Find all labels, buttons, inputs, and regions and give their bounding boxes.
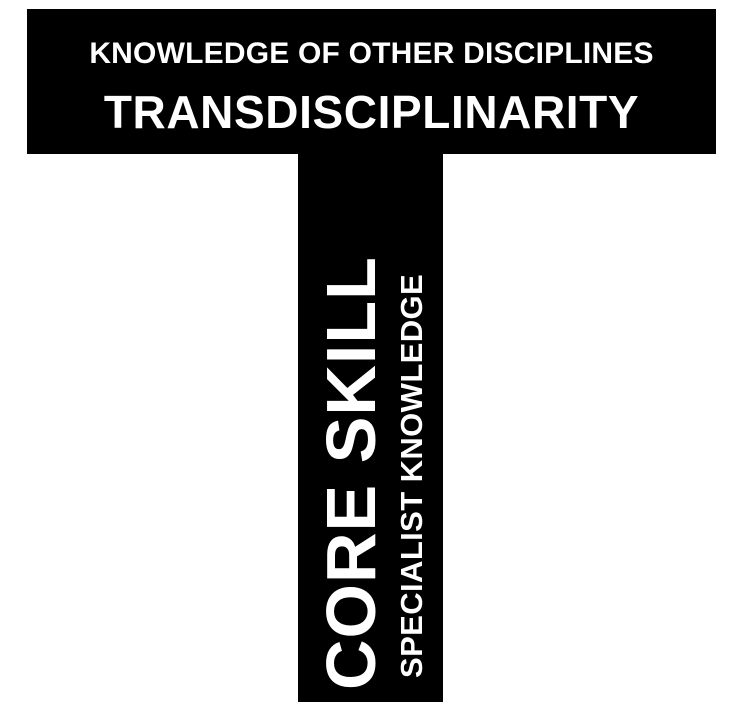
depth-subtitle: SPECIALIST KNOWLEDGE xyxy=(394,273,429,678)
breadth-title: TRANSDISCIPLINARITY xyxy=(103,86,640,138)
breadth-subtitle: KNOWLEDGE OF OTHER DISCIPLINES xyxy=(89,37,654,70)
t-shape-horizontal-bar xyxy=(27,9,716,154)
depth-title: CORE SKILL xyxy=(312,256,390,690)
